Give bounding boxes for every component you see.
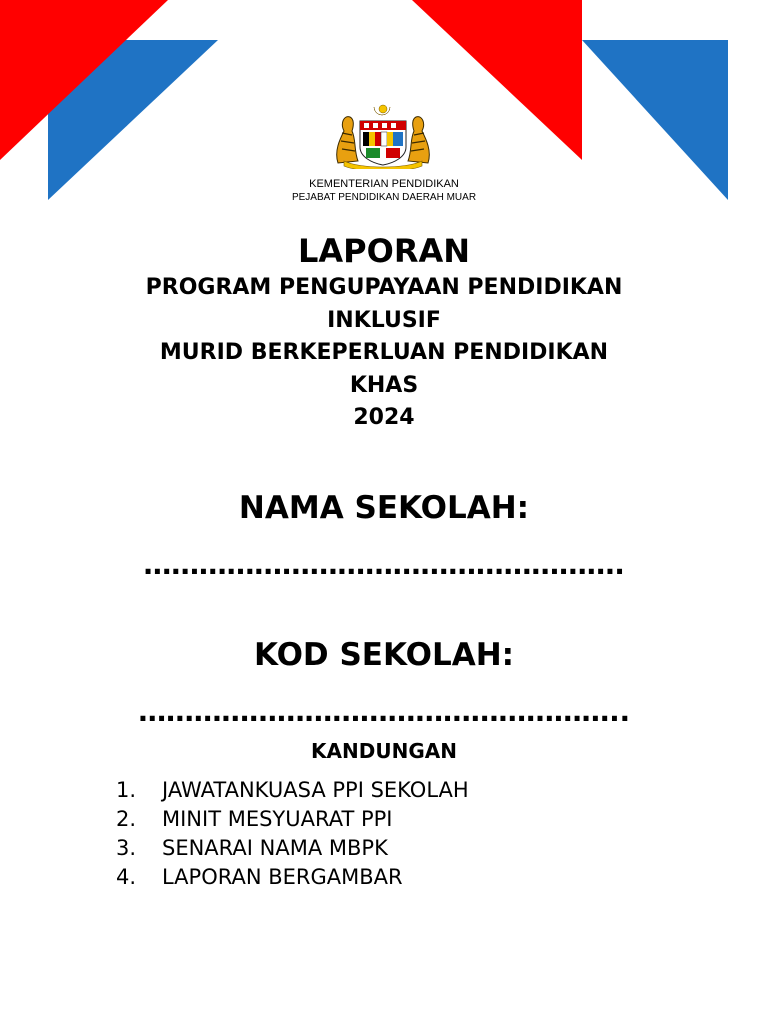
list-item-label: MINIT MESYUARAT PPI — [162, 807, 393, 831]
list-item — [116, 776, 469, 805]
list-item-number: 4. — [116, 865, 137, 889]
school-name-label: NAMA SEKOLAH: — [238, 490, 530, 526]
list-item — [116, 834, 469, 863]
report-year: 2024 — [353, 405, 415, 430]
contents-heading: KANDUNGAN — [311, 739, 457, 763]
school-code-blank-line[interactable]: …………………………………………….. — [138, 695, 630, 728]
list-item-number: 3. — [116, 836, 137, 860]
list-item-number: 2. — [116, 807, 137, 831]
target-group-line1: MURID BERKEPERLUAN PENDIDIKAN — [159, 340, 609, 365]
program-title-line1: PROGRAM PENGUPAYAAN PENDIDIKAN — [145, 275, 623, 300]
list-item-number: 1. — [116, 778, 137, 802]
document-title: LAPORAN — [298, 232, 470, 270]
list-item-label: LAPORAN BERGAMBAR — [162, 865, 403, 889]
list-item — [116, 805, 469, 834]
program-title — [0, 272, 768, 337]
right-red-ribbon — [412, 0, 582, 160]
contents-list — [116, 776, 469, 892]
school-code-label: KOD SEKOLAH: — [253, 637, 515, 673]
program-title-line2: INKLUSIF — [327, 307, 441, 333]
right-blue-ribbon — [582, 40, 728, 200]
district-office-name: PEJABAT PENDIDIKAN DAERAH MUAR — [291, 192, 477, 203]
list-item-label: SENARAI NAMA MBPK — [162, 836, 388, 860]
school-name-blank-line[interactable]: ……………………………………………. — [143, 548, 625, 581]
target-group-line2: KHAS — [349, 372, 419, 398]
malaysia-coat-of-arms-icon — [330, 103, 436, 169]
list-item-label: JAWATANKUASA PPI SEKOLAH — [162, 778, 469, 802]
target-group-title — [0, 337, 768, 402]
ministry-name: KEMENTERIAN PENDIDIKAN — [309, 178, 459, 190]
list-item — [116, 863, 469, 892]
